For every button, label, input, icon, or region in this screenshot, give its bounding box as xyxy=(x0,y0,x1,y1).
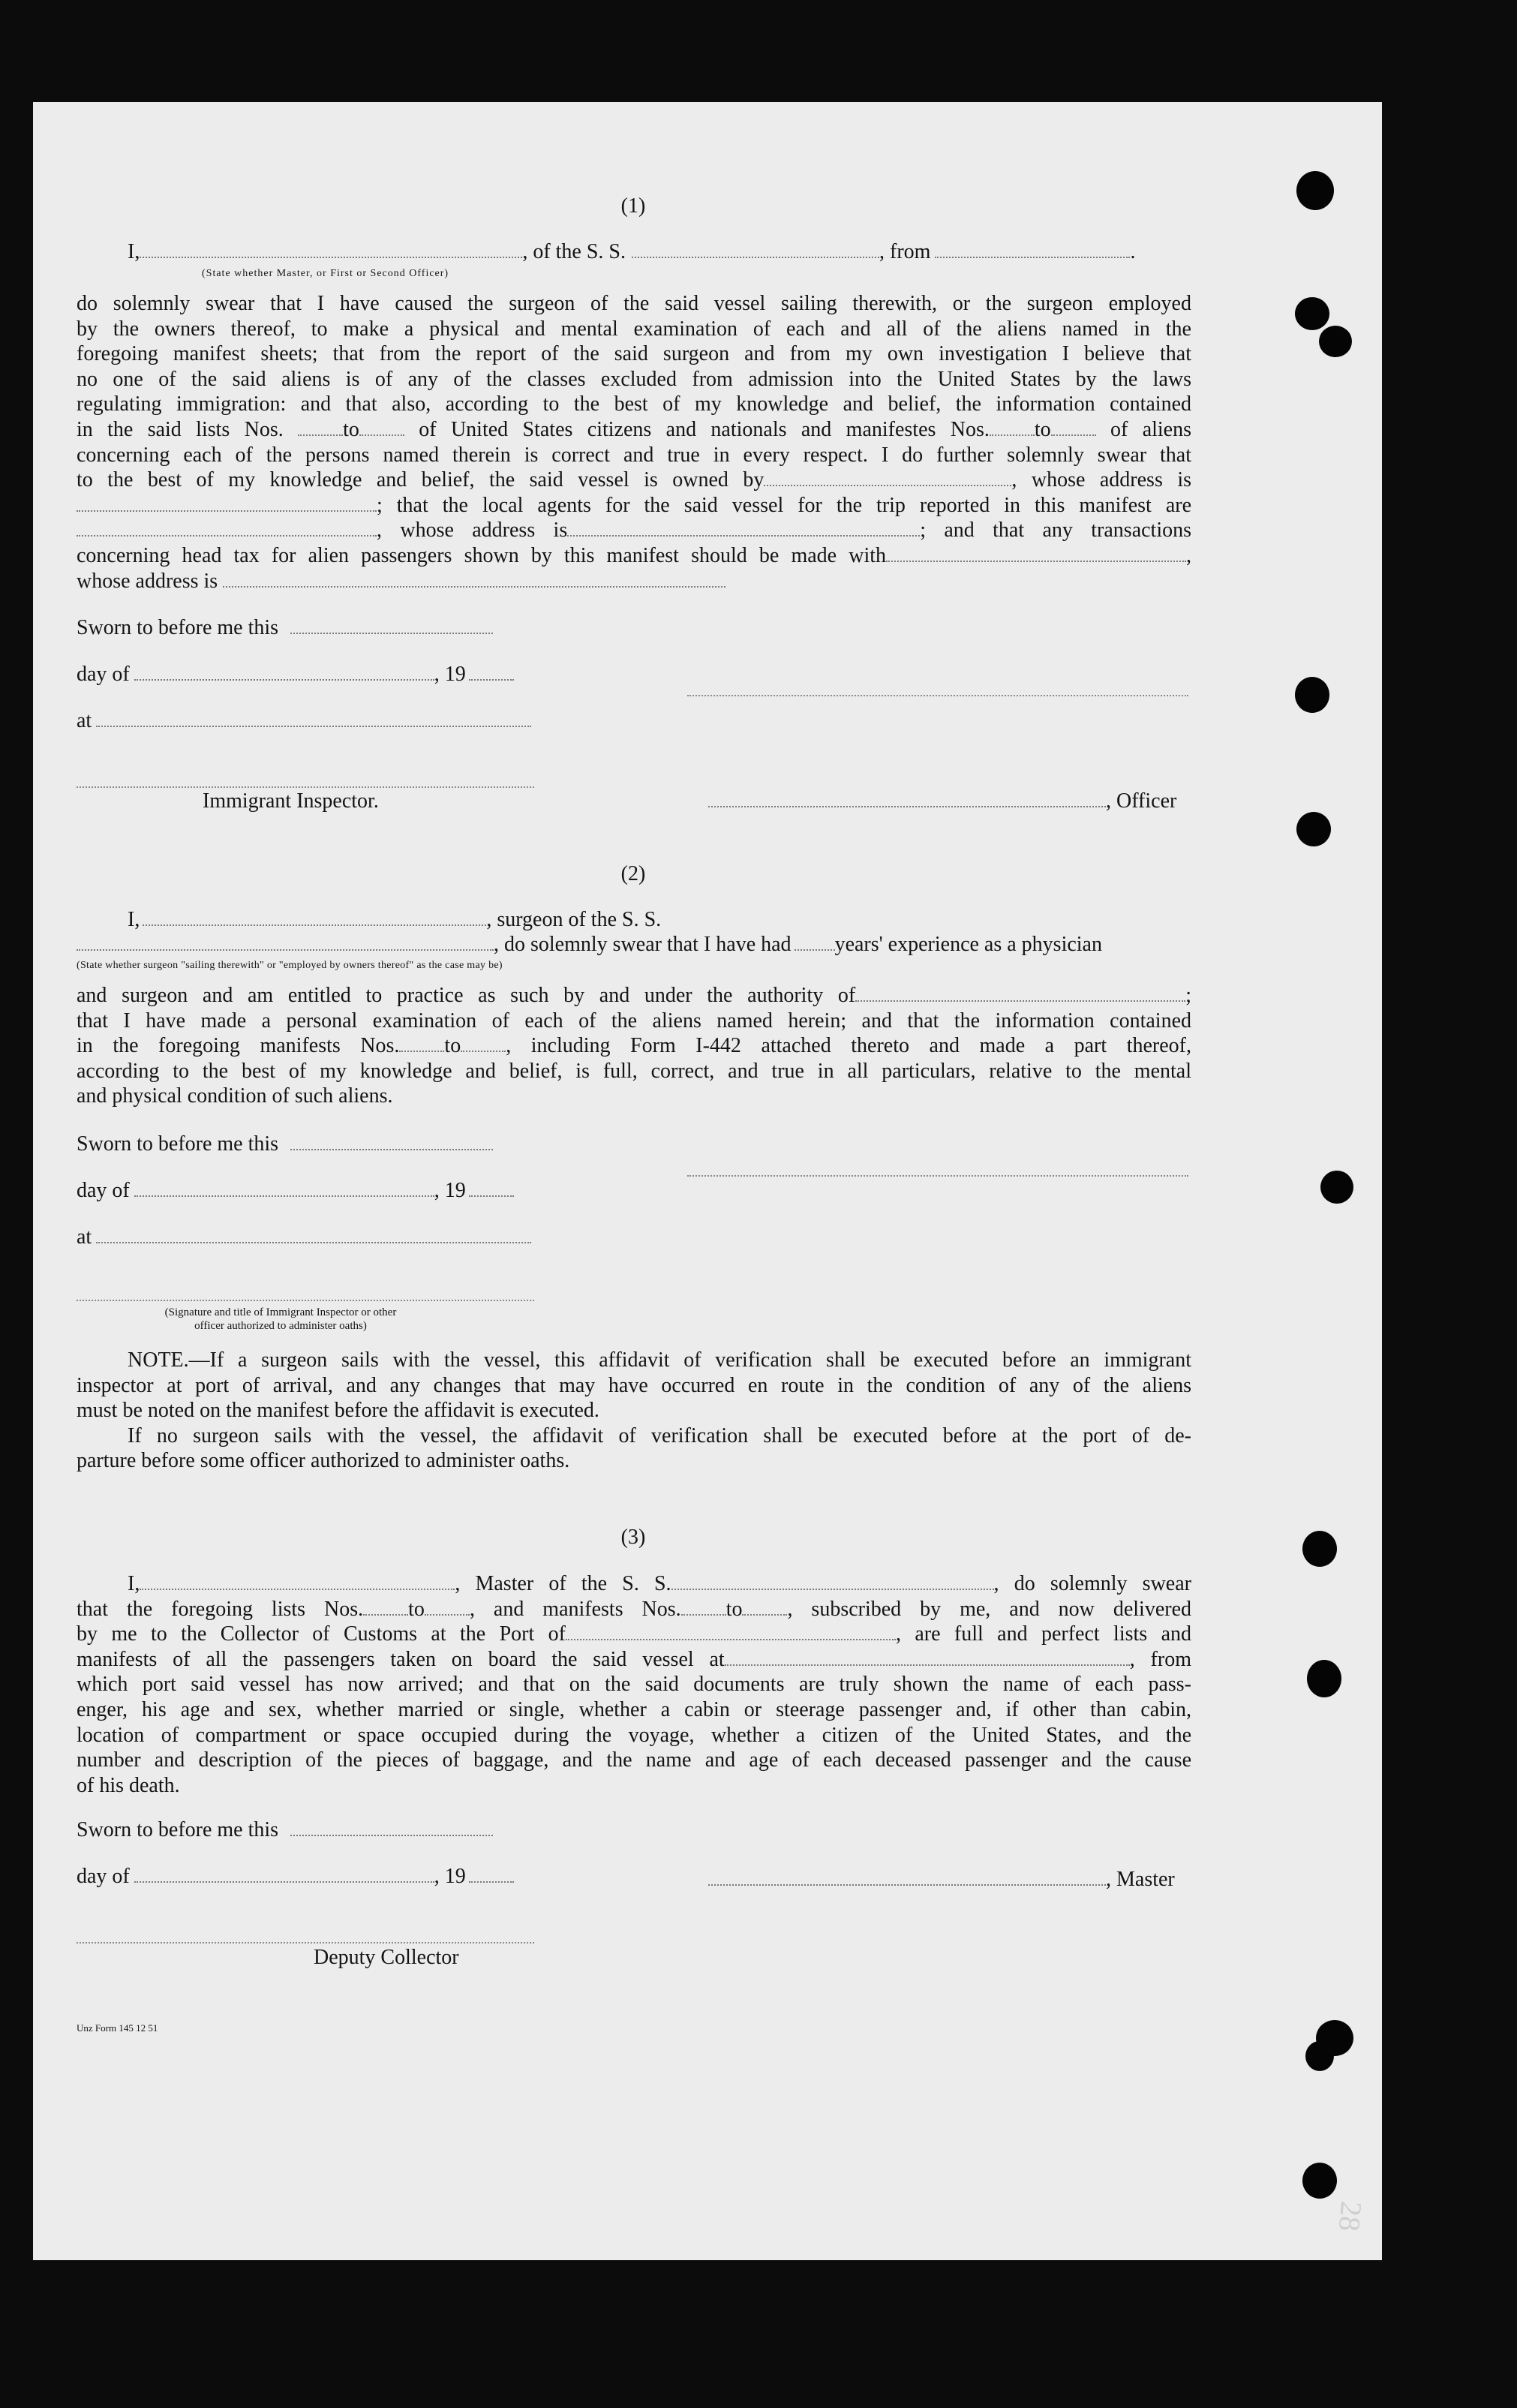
sworn-line-1 xyxy=(77,615,493,641)
punch-hole xyxy=(1296,812,1331,846)
body-line: regulating immigration: and that also, according to the best of my knowledge and belief, the information contained xyxy=(77,392,1191,416)
period: . xyxy=(1130,240,1136,263)
manifests-from-field[interactable] xyxy=(681,1598,726,1616)
lists-from-field[interactable] xyxy=(363,1598,408,1616)
agents-field[interactable] xyxy=(77,519,377,537)
to-label: to xyxy=(343,417,359,441)
body-line: that I have made a personal examination of each of the aliens named herein; and that the information contained xyxy=(77,1009,1191,1033)
section3-body xyxy=(77,1571,1191,1798)
master-name-field[interactable] xyxy=(140,1572,455,1590)
month-field[interactable] xyxy=(134,1865,434,1883)
section2-body xyxy=(77,983,1191,1109)
section3-heading: (3) xyxy=(620,1526,646,1549)
body-line: enger, his age and sex, whether married or single, whether a cabin or steerage passenger and, if other than cabin, xyxy=(77,1697,1191,1721)
master-of-label: , Master of the S. S. xyxy=(455,1572,671,1595)
sworn-line-2 xyxy=(77,1132,493,1157)
authority-field[interactable] xyxy=(855,984,1185,1002)
manifests-label: , and manifests Nos. xyxy=(469,1597,681,1621)
port-field[interactable] xyxy=(566,1622,896,1640)
agents-address-field[interactable] xyxy=(567,519,920,537)
body-line: which port said vessel has now arrived; and that on the said documents are truly shown the name of each pass- xyxy=(77,1673,1191,1697)
sig-caption-2: officer authorized to administer oaths) xyxy=(194,1320,367,1332)
sworn-label: Sworn to before me this xyxy=(77,1818,279,1841)
foregoing-line xyxy=(77,1597,1191,1622)
note-line: If no surgeon sails with the vessel, the affidavit of verification shall be executed before at the port of de- xyxy=(128,1423,1191,1448)
i-label: I, xyxy=(128,908,140,931)
vessel-name-field[interactable] xyxy=(632,240,879,258)
manifests-to-field[interactable] xyxy=(461,1034,506,1052)
comma: , xyxy=(1186,543,1191,567)
are-full-label: , are full and perfect lists and xyxy=(895,1622,1191,1646)
owned-label: to the best of my knowledge and belief, the said vessel is owned by xyxy=(77,468,765,492)
at-line-2 xyxy=(77,1225,531,1250)
day-of-line-2 xyxy=(77,1178,514,1204)
to-label: to xyxy=(444,1034,461,1058)
owner-address-field[interactable] xyxy=(77,494,377,512)
section2-line-solemn xyxy=(77,932,1102,957)
punch-hole xyxy=(1307,1660,1341,1697)
body-line: by the owners thereof, to make a physical and mental examination of each and all of the aliens named in the xyxy=(77,317,1191,341)
note-line: parture before some officer authorized to administer oaths. xyxy=(77,1449,570,1473)
sworn-label: Sworn to before me this xyxy=(77,616,279,639)
surgeon-name-field[interactable] xyxy=(143,908,486,926)
body-line: of his death. xyxy=(77,1773,180,1797)
section1-heading: (1) xyxy=(620,194,646,218)
punch-hole xyxy=(1296,171,1334,210)
punch-hole xyxy=(1302,1531,1337,1567)
surgeon-type-field[interactable] xyxy=(77,933,494,951)
body-line: location of compartment or space occupied during the voyage, whether a citizen of the United States, and the xyxy=(77,1723,1191,1747)
years-label: years' experience as a physician xyxy=(834,933,1102,956)
section2-caption: (State whether surgeon "sailing therewith" or "employed by owners thereof" as the case may be) xyxy=(77,960,503,971)
address-label: , whose address is xyxy=(1011,468,1191,492)
month-field[interactable] xyxy=(134,1179,434,1197)
note-block xyxy=(77,1348,1191,1474)
agents-line xyxy=(77,493,1191,519)
year-label: , 19 xyxy=(434,663,466,686)
from-label: , from xyxy=(1129,1647,1191,1671)
by-me-label: by me to the Collector of Customs at the Port of xyxy=(77,1622,566,1646)
master-label: , Master xyxy=(1106,1868,1175,1891)
sworn-day-field[interactable] xyxy=(290,1818,493,1836)
section1-line-i xyxy=(128,239,1135,265)
list-to-field[interactable] xyxy=(359,418,404,436)
master-signature-line xyxy=(708,1867,1175,1892)
section1-body xyxy=(77,291,1191,594)
manifest-to-field[interactable] xyxy=(1051,418,1096,436)
i-label: I, xyxy=(128,240,140,263)
agents-label: ; that the local agents for the said vessel for the trip reported in this manifest are xyxy=(377,493,1191,517)
whose-address-line xyxy=(77,569,1191,594)
to-label: to xyxy=(408,1597,425,1621)
punch-hole xyxy=(1319,326,1352,357)
manifest-from-field[interactable] xyxy=(990,418,1035,436)
punch-hole xyxy=(1302,2163,1337,2199)
body-line: number and description of the pieces of baggage, and the name and age of each deceased passenger and the cause xyxy=(77,1748,1191,1772)
authority-line xyxy=(77,983,1191,1009)
year-field[interactable] xyxy=(469,1865,514,1883)
years-field[interactable] xyxy=(795,933,835,951)
day-of-label: day of xyxy=(77,663,130,686)
collector-line xyxy=(77,1622,1191,1647)
do-solemnly-label: , do solemnly swear that I have had xyxy=(494,933,792,956)
officer-signature-field[interactable] xyxy=(708,789,1106,807)
agent-address-line xyxy=(77,518,1191,543)
owner-field[interactable] xyxy=(764,468,1011,486)
punch-hole xyxy=(1305,2041,1334,2071)
list-from-field[interactable] xyxy=(298,418,343,436)
address-label: , whose address is xyxy=(377,519,568,543)
note-line: NOTE.—If a surgeon sails with the vessel, this affidavit of verification shall be executed before an immigrant xyxy=(128,1348,1191,1372)
body-line: do solemnly swear that I have caused the surgeon of the said vessel sailing therewith, or the surgeon employed xyxy=(77,292,1191,315)
of-the-ss-label: , of the S. S. xyxy=(522,240,626,263)
authority-label: and surgeon and am entitled to practice as such by and under the authority of xyxy=(77,984,856,1007)
day-of-line-1 xyxy=(77,662,514,687)
transactions-label: ; and that any transactions xyxy=(920,519,1192,543)
to-label: to xyxy=(725,1597,743,1621)
form-sheet xyxy=(33,102,1382,2260)
lists-to-field[interactable] xyxy=(425,1598,470,1616)
note-line: must be noted on the manifest before the affidavit is executed. xyxy=(77,1399,599,1423)
foregoing-label: that the foregoing lists Nos. xyxy=(77,1597,364,1621)
body-line: no one of the said aliens is of any of the classes excluded from admission into the United States by the laws xyxy=(77,367,1191,391)
surgeon-of-label: , surgeon of the S. S. xyxy=(486,908,662,931)
surgeon-signature-line[interactable] xyxy=(687,1175,1188,1177)
head-tax-field[interactable] xyxy=(886,544,1186,562)
punch-hole xyxy=(1295,677,1329,713)
manifests-label: in the foregoing manifests Nos. xyxy=(77,1034,400,1058)
section2-line-i xyxy=(128,907,661,933)
deputy-signature-line[interactable] xyxy=(77,1942,534,1944)
at-place-field[interactable] xyxy=(96,1225,531,1243)
sworn-label: Sworn to before me this xyxy=(77,1132,279,1156)
head-tax-label: concerning head tax for alien passengers shown by this manifest should be made with xyxy=(77,543,886,567)
immigrant-inspector-label: Immigrant Inspector. xyxy=(203,789,379,813)
port-from-field[interactable] xyxy=(935,240,1130,258)
aliens-label: of aliens xyxy=(1110,417,1192,441)
sworn-day-field[interactable] xyxy=(290,1132,493,1150)
to-label: to xyxy=(1034,417,1051,441)
lists-line xyxy=(77,417,1191,443)
year-field[interactable] xyxy=(469,663,514,681)
from-label: , from xyxy=(879,240,931,263)
inspector-signature-line[interactable] xyxy=(77,786,534,788)
officer-label: , Officer xyxy=(1106,789,1177,813)
do-solemnly-label: , do solemnly swear xyxy=(993,1572,1191,1595)
manifests-line xyxy=(77,1033,1191,1059)
year-field[interactable] xyxy=(469,1179,514,1197)
note-line: inspector at port of arrival, and any changes that may have occurred en route in the condition of any of the aliens xyxy=(77,1373,1191,1397)
at-label: at xyxy=(77,1225,92,1249)
section1-caption: (State whether Master, or First or Second Officer) xyxy=(202,268,449,279)
year-label: , 19 xyxy=(434,1179,466,1202)
manifests-all-label: manifests of all the passengers taken on board the said vessel at xyxy=(77,1647,725,1671)
body-line: concerning each of the persons named therein is correct and true in every respect. I do further solemnly swear that xyxy=(77,443,1191,467)
head-tax-address-field[interactable] xyxy=(223,570,725,588)
manifests-all-line xyxy=(77,1647,1191,1673)
i-label: I, xyxy=(128,1572,140,1595)
at-label: at xyxy=(77,709,92,732)
corner-number-mark: 28 xyxy=(1332,2199,1369,2233)
inspector-signature-line-2[interactable] xyxy=(77,1300,534,1301)
body-line: and physical condition of such aliens. xyxy=(77,1084,393,1108)
section2-heading: (2) xyxy=(620,862,646,885)
officer-title-field[interactable] xyxy=(140,240,522,258)
port-embarked-field[interactable] xyxy=(725,1648,1130,1666)
body-line: foregoing manifest sheets; that from the report of the said surgeon and from my own investigation I believe that xyxy=(77,342,1191,366)
vessel-name-field[interactable] xyxy=(671,1572,994,1590)
citizens-label: of United States citizens and nationals and manifestes Nos. xyxy=(419,417,990,441)
day-of-label: day of xyxy=(77,1865,130,1888)
day-of-line-3 xyxy=(77,1864,514,1889)
officer-signature-line-upper[interactable] xyxy=(687,695,1188,696)
subscribed-label: , subscribed by me, and now delivered xyxy=(787,1597,1192,1621)
body-line: according to the best of my knowledge and belief, is full, correct, and true in all particulars, relative to the mental xyxy=(77,1059,1191,1083)
deputy-collector-label: Deputy Collector xyxy=(314,1946,459,1969)
address-label: whose address is xyxy=(77,569,218,593)
manifests-to-field[interactable] xyxy=(742,1598,787,1616)
semicolon: ; xyxy=(1185,984,1191,1007)
master-line xyxy=(77,1571,1191,1597)
at-place-field[interactable] xyxy=(96,709,531,727)
sig-caption-1: (Signature and title of Immigrant Inspector or other xyxy=(164,1306,397,1318)
month-field[interactable] xyxy=(134,663,434,681)
day-of-label: day of xyxy=(77,1179,130,1202)
at-line-1 xyxy=(77,708,531,734)
lists-label: in the said lists Nos. xyxy=(77,417,284,441)
officer-line xyxy=(708,789,1176,814)
owned-line xyxy=(77,467,1191,493)
year-label: , 19 xyxy=(434,1865,466,1888)
master-signature-field[interactable] xyxy=(708,1868,1106,1886)
punch-hole xyxy=(1295,297,1329,330)
manifests-from-field[interactable] xyxy=(399,1034,444,1052)
form-number: Unz Form 145 12 51 xyxy=(77,2022,158,2034)
head-tax-line xyxy=(77,543,1191,569)
sworn-line-3 xyxy=(77,1817,493,1843)
sworn-day-field[interactable] xyxy=(290,616,493,634)
punch-hole xyxy=(1320,1171,1353,1204)
form-i442-label: , including Form I-442 attached thereto and made a part thereof, xyxy=(506,1034,1191,1058)
